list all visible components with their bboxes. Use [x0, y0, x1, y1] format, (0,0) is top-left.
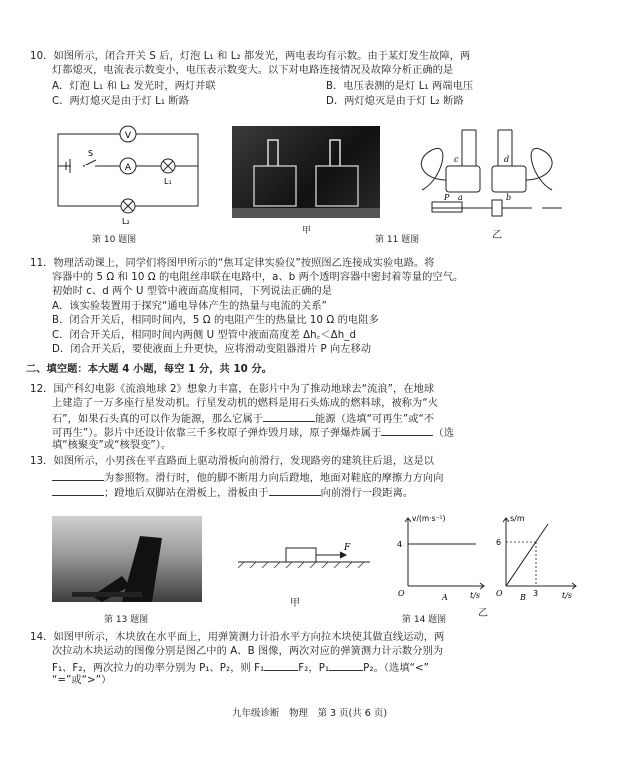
q10-figure-caption: 第 10 题图	[92, 235, 137, 245]
q14-line1: 14．如图甲所示，木块放在水平面上，用弹簧测力计沿水平方向拉木块使其做直线运动，两	[30, 632, 445, 643]
q13-blank-3[interactable]	[269, 485, 321, 496]
q14-block-diagram	[234, 528, 374, 578]
label-c: c	[454, 155, 459, 164]
graph-a-label: A	[442, 593, 448, 602]
origin-a: O	[398, 589, 405, 598]
v-axis-label: v/(m·s⁻¹)	[412, 514, 446, 523]
voltmeter-label: V	[124, 131, 132, 141]
switch-label: S	[88, 149, 94, 158]
label-b: b	[506, 193, 512, 202]
q11-option-a: A．该实验装置用于探究“通电导体产生的热量与电流的关系”	[52, 301, 328, 312]
s-axis-label: s/m	[510, 514, 525, 523]
q13-blank-2[interactable]	[52, 485, 104, 496]
q11-option-d: D．闭合开关后，要使液面上升更快，应将滑动变阻器滑片 P 向左移动	[52, 344, 372, 355]
q10-circuit-diagram	[48, 118, 208, 228]
q10-option-a: A．灯泡 L₁ 和 L₂ 发光时，两灯并联	[52, 81, 216, 92]
q11-apparatus-photo	[232, 126, 380, 218]
q11-option-b: B．闭合开关后，相同时间内，5 Ω 的电阻产生的热量比 10 Ω 的电阻多	[52, 315, 379, 326]
q14-label-jia: 甲	[290, 598, 300, 609]
q13-skateboard-photo	[52, 516, 202, 602]
q12-line2: 上建造了一万多座行星发动机。行星发动机的燃料是用石头炼成的燃料球，被称为“火	[52, 398, 439, 409]
q11-circuit-sketch	[402, 120, 572, 224]
q14-label-yi: 乙	[478, 608, 488, 619]
q13-line3: ；蹬地后双脚站在滑板上，滑板由于 向前滑行一段距离。	[52, 485, 413, 501]
q11-stem-line2: 容器中的 5 Ω 和 10 Ω 的电阻丝串联在电路中，a、b 两个透明容器中密封着等量的空气。	[52, 272, 464, 283]
q14-line3: F₁、F₂，两次拉力的功率分别为 P₁、P₂，则 F₁ F₂，P₁ P₂。（选填“<”	[52, 660, 429, 676]
q14-line2: 次拉动木块运动的图像分别是图乙中的 A、B 图像，两次对应的弹簧测力计示数分别为	[52, 646, 444, 657]
q14-line4: “=”或“>”）	[52, 675, 112, 686]
label-a: a	[458, 193, 463, 202]
q11-label-yi: 乙	[492, 230, 502, 241]
q11-stem-line3: 初始时 c、d 两个 U 型管中液面高度相同，下列说法正确的是	[52, 286, 333, 297]
q10-option-c: C．两灯熄灭是由于灯 L₁ 断路	[52, 96, 190, 107]
t-value: 3	[533, 589, 539, 598]
q11-stem-line1: 11．物理活动课上，同学们将图甲所示的“焦耳定律实验仪”按照图乙连接成实验电路。将	[30, 258, 435, 269]
q12-blank-2[interactable]	[381, 425, 433, 436]
q12-line4: 可再生”）。影片中还设计依靠三千多枚原子弹炸毁月球，原子弹爆炸属于 （选	[52, 425, 454, 441]
lamp2-label: L₂	[122, 217, 130, 226]
page-footer: 九年级诊断 物理 第 3 页(共 6 页)	[231, 708, 388, 719]
label-p: P	[444, 193, 450, 202]
q10-stem-line2: 灯都熄灭，电流表示数变小，电压表示数变大。以下对电路连接情况及故障分析正确的是	[52, 65, 454, 76]
q14-blank-1[interactable]	[264, 660, 298, 671]
q14-vt-graph	[392, 510, 492, 602]
label-d: d	[504, 155, 510, 164]
q13-blank-1[interactable]	[52, 470, 104, 481]
q14-st-graph	[492, 510, 582, 602]
t-axis-b: t/s	[562, 591, 573, 600]
q13-line1: 13．如图所示，小男孩在平直路面上驱动滑板向前滑行，发现路旁的建筑往后退，这是以	[30, 456, 435, 467]
force-label: F	[344, 543, 351, 553]
q12-line5: 填“核聚变”或“核裂变”）。	[52, 440, 172, 451]
q14-blank-2[interactable]	[329, 660, 363, 671]
origin-b: O	[496, 589, 503, 598]
graph-b-label: B	[520, 593, 526, 602]
q11-option-c: C．闭合开关后，相同时间内两侧 U 型管中液面高度差 Δh꜀＜Δh_d	[52, 330, 357, 341]
q10-stem-line1: 10．如图所示，闭合开关 S 后，灯泡 L₁ 和 L₂ 都发光，两电表均有示数。由于某灯发生故障，两	[30, 51, 471, 62]
lamp1-label: L₁	[164, 177, 172, 186]
q13-figure-caption: 第 13 题图	[104, 615, 149, 625]
ammeter-label: A	[124, 163, 132, 173]
q13-line2: 为参照物。滑行时，他的脚不断用力向后蹬地，地面对鞋底的摩擦力方向向	[52, 470, 443, 486]
skateboarder-silhouette	[52, 516, 202, 602]
q10-option-d: D．两灯熄灭是由于灯 L₂ 断路	[326, 96, 464, 107]
q12-blank-1[interactable]	[263, 411, 315, 422]
q12-line3: 石”，如果石头真的可以作为能源，那么它属于 能源（选填“可再生”或“不	[52, 411, 434, 427]
v-value: 4	[397, 540, 403, 549]
q14-figure-caption: 第 14 题图	[402, 615, 447, 625]
t-axis-a: t/s	[470, 591, 481, 600]
section-2-title: 二、填空题：本大题 4 小题，每空 1 分，共 10 分。	[26, 364, 273, 375]
apparatus-sketch	[232, 126, 380, 218]
q11-figure-caption: 第 11 题图	[375, 235, 420, 245]
q10-option-b: B．电压表测的是灯 L₁ 两端电压	[326, 81, 474, 92]
q11-label-jia: 甲	[302, 226, 312, 236]
s-value: 6	[496, 538, 502, 547]
q12-line1: 12．国产科幻电影《流浪地球 2》想象力丰富，在影片中为了推动地球去“流浪”，在地球	[30, 384, 435, 395]
